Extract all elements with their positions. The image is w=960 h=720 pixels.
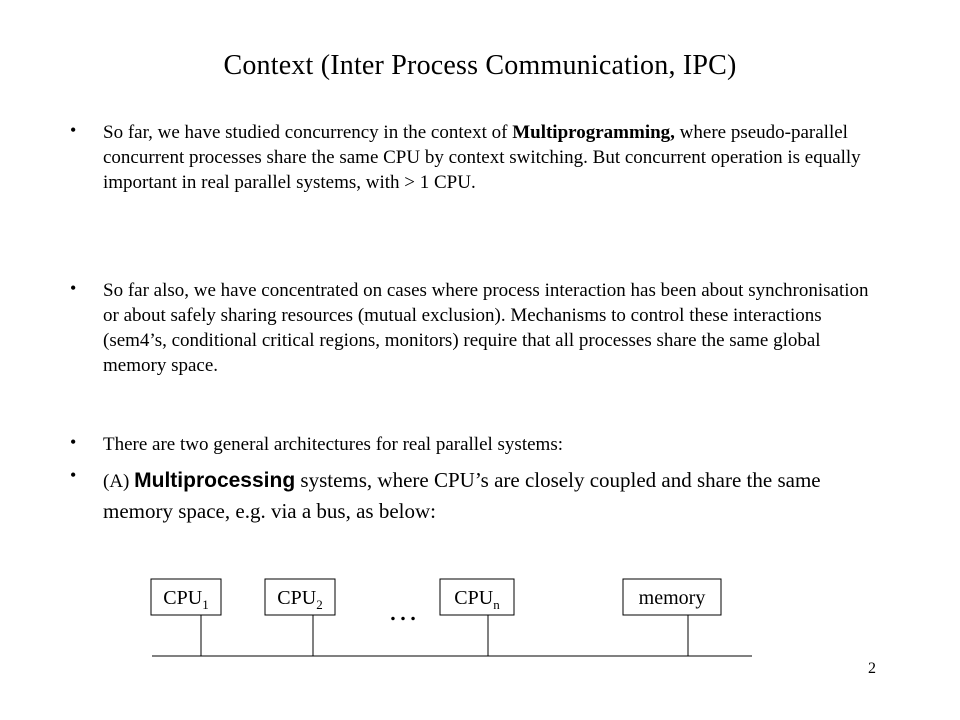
- cpu-1-label: $CPU_1$: [163, 587, 209, 612]
- bullet-text: So far also, we have concentrated on cases where process interaction has been about synchronisation or about safely sharing resources (mutual exclusion). Mechanisms to control these interactions (sem4’s, conditional critical regions, monitors) require that all processes share the same global memory space.: [103, 280, 869, 376]
- bullet-dot: •: [70, 120, 77, 140]
- bullet-keyword: Multiprocessing: [134, 469, 296, 492]
- page-number: 2: [868, 660, 876, 677]
- bullet-text-post: systems, where CPU’s are closely coupled and share the same memory space, e.g. via a bus, as below:: [103, 468, 821, 523]
- bullet-dot: •: [70, 278, 77, 298]
- cpu-2-label: $CPU_2$: [277, 587, 323, 612]
- bullet-dot: •: [70, 432, 77, 452]
- memory-label: memory: [638, 587, 706, 609]
- slide-title: Context (Inter Process Communication, IPC): [223, 50, 737, 81]
- bullet-text: There are two general architectures for real parallel systems:: [103, 434, 563, 455]
- cpu-1-node: [151, 579, 221, 656]
- ellipsis: …: [388, 594, 418, 627]
- bullet-prefix: (A): [103, 471, 135, 492]
- bullet-keyword: Multiprogramming,: [512, 122, 675, 143]
- memory-node: [623, 579, 721, 656]
- cpu-n-label: $CPU_n$: [454, 587, 500, 612]
- cpu-2-node: [265, 579, 335, 656]
- cpu-n-node: [440, 579, 514, 656]
- bullet-text-post: where pseudo-parallel concurrent processes share the same CPU by context switching. But concurrent operation is equally important in real parallel systems, with > 1 CPU.: [103, 122, 861, 193]
- bullet-text-pre: So far, we have studied concurrency in the context of: [103, 122, 513, 143]
- bullet-dot: •: [70, 465, 77, 485]
